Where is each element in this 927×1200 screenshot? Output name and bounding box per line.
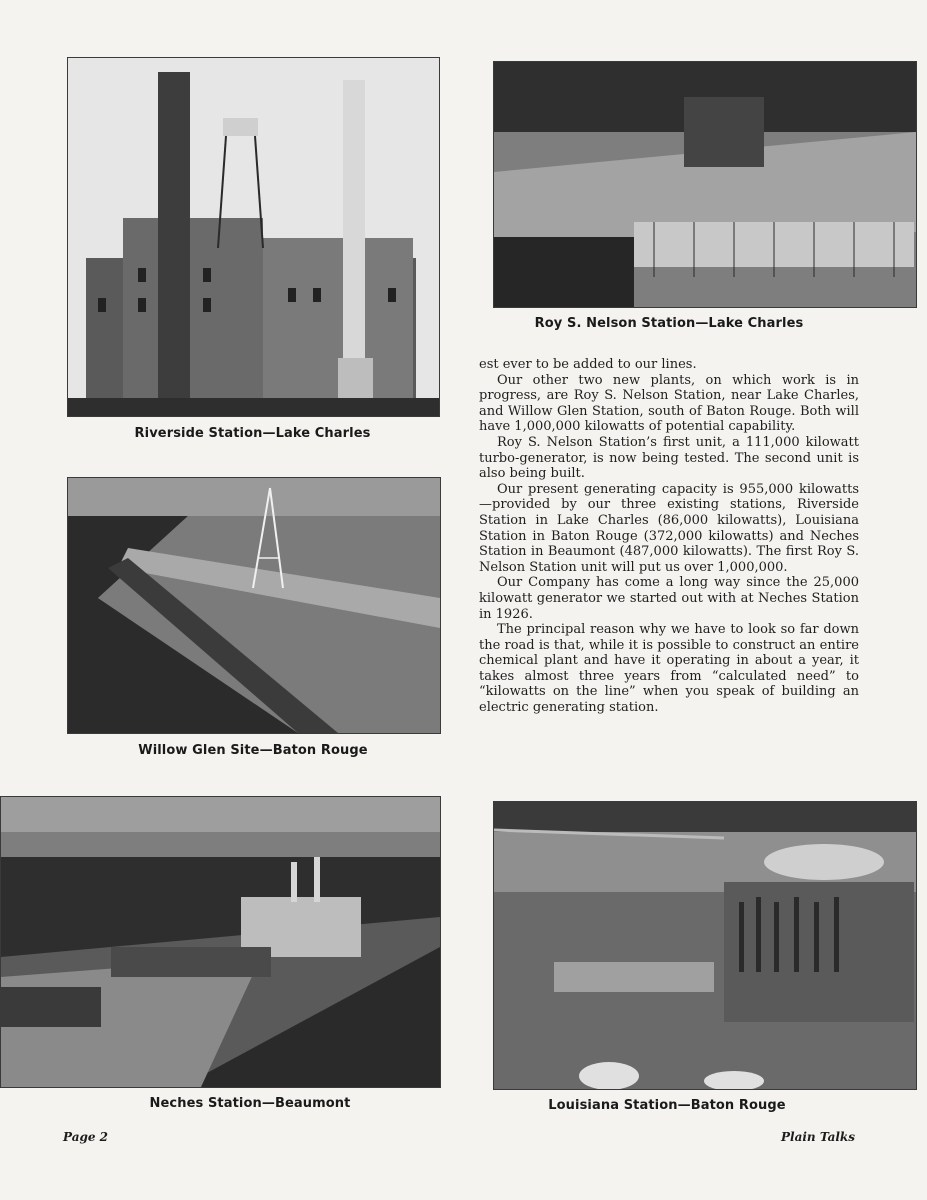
riverside-station-photo <box>67 57 440 417</box>
page-number: Page 2 <box>63 1130 109 1144</box>
neches-station-photo <box>0 796 441 1088</box>
roy-nelson-station-photo <box>493 61 917 308</box>
riverside-station-caption: Riverside Station—Lake Charles <box>134 426 371 441</box>
article-paragraph: Roy S. Nelson Station’s first unit, a 111,000 kilowatt turbo-generator, is now being tested. The second unit is also being built. <box>479 434 859 482</box>
louisiana-station-caption: Louisiana Station—Baton Rouge <box>548 1098 786 1113</box>
article-paragraph: Our present generating capacity is 955,000 kilowatts—provided by our three existing stations, Riverside Station in Lake Charles (86,000 kilowatts), Louisiana Station in Baton Rouge (372,000 kilowatts) and Neches Station in Beaumont (487,000 kilowatts). The first Roy S. Nelson Station unit will put us over 1,000,000. <box>479 481 859 575</box>
publication-name: Plain Talks <box>781 1130 856 1144</box>
article-text <box>479 357 859 716</box>
neches-station-caption: Neches Station—Beaumont <box>149 1096 351 1111</box>
willow-glen-site-photo <box>67 477 441 734</box>
willow-glen-site-caption: Willow Glen Site—Baton Rouge <box>138 743 368 758</box>
article-paragraph: Our Company has come a long way since the 25,000 kilowatt generator we started out with at Neches Station in 1926. <box>479 575 859 622</box>
article-paragraph: est ever to be added to our lines. <box>479 357 697 372</box>
article-paragraph: The principal reason why we have to look so far down the road is that, while it is possible to construct an entire chemical plant and have it operating in about a year, it takes almost three years from “calculated need” to “kilowatts on the line” when you speak of building an electric generating station. <box>479 622 859 716</box>
roy-nelson-station-caption: Roy S. Nelson Station—Lake Charles <box>534 316 804 331</box>
louisiana-station-photo <box>493 801 917 1090</box>
article-paragraph: Our other two new plants, on which work is in progress, are Roy S. Nelson Station, near Lake Charles, and Willow Glen Station, south of Baton Rouge. Both will have 1,000,000 kilowatts of potential capability. <box>479 372 859 435</box>
